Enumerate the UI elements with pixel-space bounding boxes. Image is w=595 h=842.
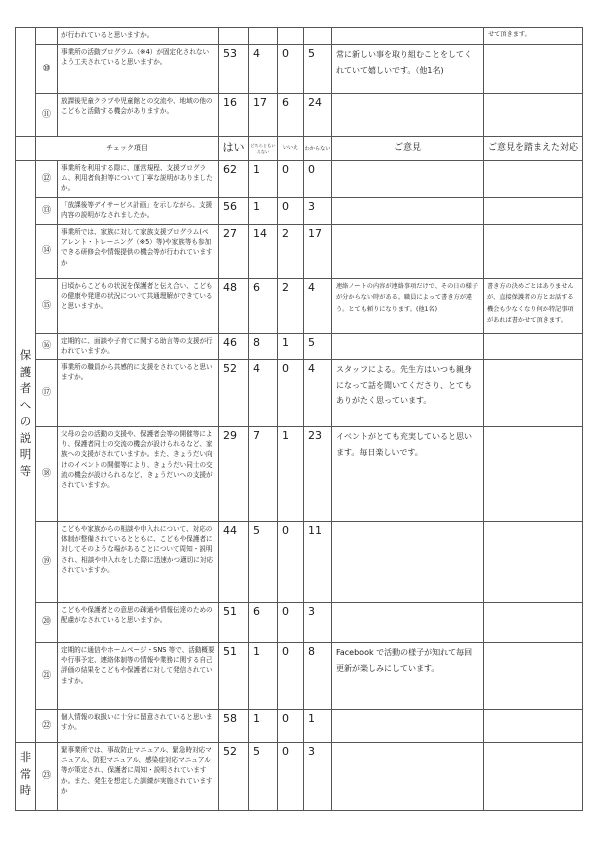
evaluation-table [15,27,583,811]
no-count: 0 [278,198,304,225]
unknown-count [304,28,332,45]
response-text [484,94,583,137]
unknown-count: 4 [304,279,332,334]
response-text [484,334,583,360]
yes-count: 62 [219,161,249,198]
yes-count [219,28,249,45]
section-cell-prev [16,28,36,137]
somewhat-count: 1 [249,643,278,710]
no-count: 1 [278,427,304,522]
yes-count: 58 [219,710,249,743]
opinion-text [332,334,484,360]
opinion-text [332,743,484,811]
yes-count: 52 [219,360,249,427]
unknown-count: 17 [304,225,332,279]
no-count: 1 [278,334,304,360]
somewhat-count: 5 [249,522,278,603]
response-text [484,360,583,427]
table-row [16,522,583,603]
table-row [16,198,583,225]
header-somewhat: どちらともいえない [249,137,278,161]
unknown-count: 0 [304,161,332,198]
table-row [16,334,583,360]
item-number: ⑪ [36,94,58,137]
response-text [484,45,583,94]
table-row [16,360,583,427]
somewhat-count: 5 [249,743,278,811]
question-text: 事業所の活動プログラム（※4）が固定化されないよう工夫されていると思いますか。 [58,45,219,94]
yes-count: 46 [219,334,249,360]
unknown-count: 3 [304,603,332,643]
section-guardian-label: 保護者への説明等 [19,348,32,478]
header-check-item: チェック項目 [36,137,219,161]
no-count [278,28,304,45]
yes-count: 53 [219,45,249,94]
header-yes: はい [219,137,249,161]
yes-count: 51 [219,603,249,643]
yes-count: 29 [219,427,249,522]
question-text: 「放課後等デイサービス計画」を示しながら、支援内容の説明がなされましたか。 [58,198,219,225]
response-text [484,603,583,643]
table-header-row [16,137,583,161]
response-text [484,522,583,603]
header-opinion: ご意見 [332,137,484,161]
question-text: 事業所の職員から共感的に支援をされていると思いますか。 [58,360,219,427]
no-count: 0 [278,360,304,427]
item-number: ㉑ [36,643,58,710]
no-count: 0 [278,710,304,743]
response-text [484,225,583,279]
response-text [484,743,583,811]
yes-count: 48 [219,279,249,334]
question-text: 事業所を利用する際に、運営規程、支援プログラム、利用者負担等について丁寧な説明がありましたか。 [58,161,219,198]
yes-count: 27 [219,225,249,279]
question-text: が行われていると思いますか。 [58,28,219,45]
opinion-text: Facebook で活動の様子が知れて毎回更新が楽しみにしています。 [332,643,484,710]
question-text: 定期的に通信やホームページ・SNS 等で、活動概要や行事予定、連絡体制等の情報や業務に関する自己評価の結果をこどもや保護者に対して発信されていますか。 [58,643,219,710]
table-row [16,710,583,743]
somewhat-count: 8 [249,334,278,360]
table-row [16,94,583,137]
question-text: 放課後児童クラブや児童館との交流や、地域の他のこどもと活動する機会がありますか。 [58,94,219,137]
item-number: ⑲ [36,522,58,603]
item-number: ⑱ [36,427,58,522]
item-number: ⑯ [36,334,58,360]
no-count: 0 [278,161,304,198]
yes-count: 51 [219,643,249,710]
no-count: 6 [278,94,304,137]
item-number: ⑩ [36,45,58,94]
no-count: 2 [278,279,304,334]
item-number: ㉓ [36,743,58,811]
unknown-count: 5 [304,45,332,94]
section-guardian-cell [16,161,36,743]
question-text: 定期的に、面談や子育てに関する助言等の支援が行われていますか。 [58,334,219,360]
table-row [16,427,583,522]
opinion-text [332,225,484,279]
no-count: 2 [278,225,304,279]
question-text: 事業所では、家族に対して家族支援プログラム(ペアレント・トレーニング（※5）等)や家族等も参加できる研修会や情報提供の機会等が行われていますか [58,225,219,279]
question-text: 緊事業所では、事故防止マニュアル、緊急時対応マニュアル、防犯マニュアル、感染症対応マニュアル等が策定され、保護者に周知・説明されていますか。また、発生を想定した訓練が実施されていますか [58,743,219,811]
header-no: いいえ [278,137,304,161]
unknown-count: 1 [304,710,332,743]
response-text [484,161,583,198]
response-text: せて頂きます。 [484,28,583,45]
no-count: 0 [278,643,304,710]
somewhat-count: 6 [249,603,278,643]
unknown-count: 3 [304,743,332,811]
unknown-count: 5 [304,334,332,360]
no-count: 0 [278,603,304,643]
question-text: こどもや家族からの相談や申入れについて、対応の体制が整備されているとともに、こどもや保護者に対してそのような場があることについて周知・説明され、相談や申入れをした際に迅速かつ適切に対応されていますか。 [58,522,219,603]
table-row [16,603,583,643]
opinion-text [332,522,484,603]
table-row [16,743,583,811]
item-number: ⑬ [36,198,58,225]
table-row [16,28,583,45]
table-row [16,643,583,710]
table-row [16,45,583,94]
unknown-count: 23 [304,427,332,522]
question-text: こどもや保護者との意思の疎通や情報伝達のための配慮がなされていると思いますか。 [58,603,219,643]
opinion-text [332,198,484,225]
header-response: ご意見を踏まえた対応 [484,137,583,161]
unknown-count: 3 [304,198,332,225]
response-text [484,710,583,743]
response-text [484,643,583,710]
table-row [16,225,583,279]
unknown-count: 4 [304,360,332,427]
opinion-text [332,603,484,643]
somewhat-count: 1 [249,198,278,225]
unknown-count: 24 [304,94,332,137]
unknown-count: 11 [304,522,332,603]
opinion-text: 常に新しい事を取り組むことをしてくれていて嬉しいです。（他1名) [332,45,484,94]
somewhat-count: 7 [249,427,278,522]
question-text: 個人情報の取扱いに十分に留意されていると思いますか。 [58,710,219,743]
question-text: 父母の会の活動の支援や、保護者会等の開催等により、保護者同士の交流の機会が設けられるなど、家族への支援がされていますか。また、きょうだい向けのイベントの開催等により、きょうだい同士の交流の機会が設けられるなど、きょうだいへの支援がされていますか。 [58,427,219,522]
somewhat-count: 4 [249,45,278,94]
somewhat-count: 14 [249,225,278,279]
somewhat-count: 6 [249,279,278,334]
section-emergency-label: 非常時 [19,750,32,797]
opinion-text [332,161,484,198]
item-number: ⑳ [36,603,58,643]
somewhat-count: 1 [249,710,278,743]
section-emergency-cell [16,743,36,811]
opinion-text: スタッフによる。先生方はいつも親身になって話を聞いてくださり、とてもありがたく思っています。 [332,360,484,427]
item-number: ⑭ [36,225,58,279]
no-count: 0 [278,522,304,603]
header-unknown: わからない [304,137,332,161]
opinion-text [332,94,484,137]
opinion-text [332,28,484,45]
item-number [36,28,58,45]
no-count: 0 [278,743,304,811]
yes-count: 52 [219,743,249,811]
opinion-text [332,710,484,743]
somewhat-count: 17 [249,94,278,137]
opinion-text: イベントがとても充実していると思います。毎日楽しいです。 [332,427,484,522]
item-number: ⑮ [36,279,58,334]
item-number: ⑫ [36,161,58,198]
response-text: 書き方の決めごとはありませんが、直接保護者の方とお話する機会も少なくなり何か特記事項があれば書かせて頂きます。 [484,279,583,334]
response-text [484,427,583,522]
yes-count: 56 [219,198,249,225]
unknown-count: 8 [304,643,332,710]
yes-count: 16 [219,94,249,137]
question-text: 日頃からこどもの状況を保護者と伝え合い、こどもの健康や発達の状況について共通理解ができていると思いますか。 [58,279,219,334]
no-count: 0 [278,45,304,94]
opinion-text: 連絡ノートの内容が連絡事項だけで、その日の様子が分からない時がある。職員によって書き方が違う。とても頼りになります。(他1名) [332,279,484,334]
item-number: ⑰ [36,360,58,427]
yes-count: 44 [219,522,249,603]
header-blank [16,137,36,161]
response-text [484,198,583,225]
table-row [16,279,583,334]
table-row [16,161,583,198]
somewhat-count [249,28,278,45]
somewhat-count: 4 [249,360,278,427]
somewhat-count: 1 [249,161,278,198]
item-number: ㉒ [36,710,58,743]
